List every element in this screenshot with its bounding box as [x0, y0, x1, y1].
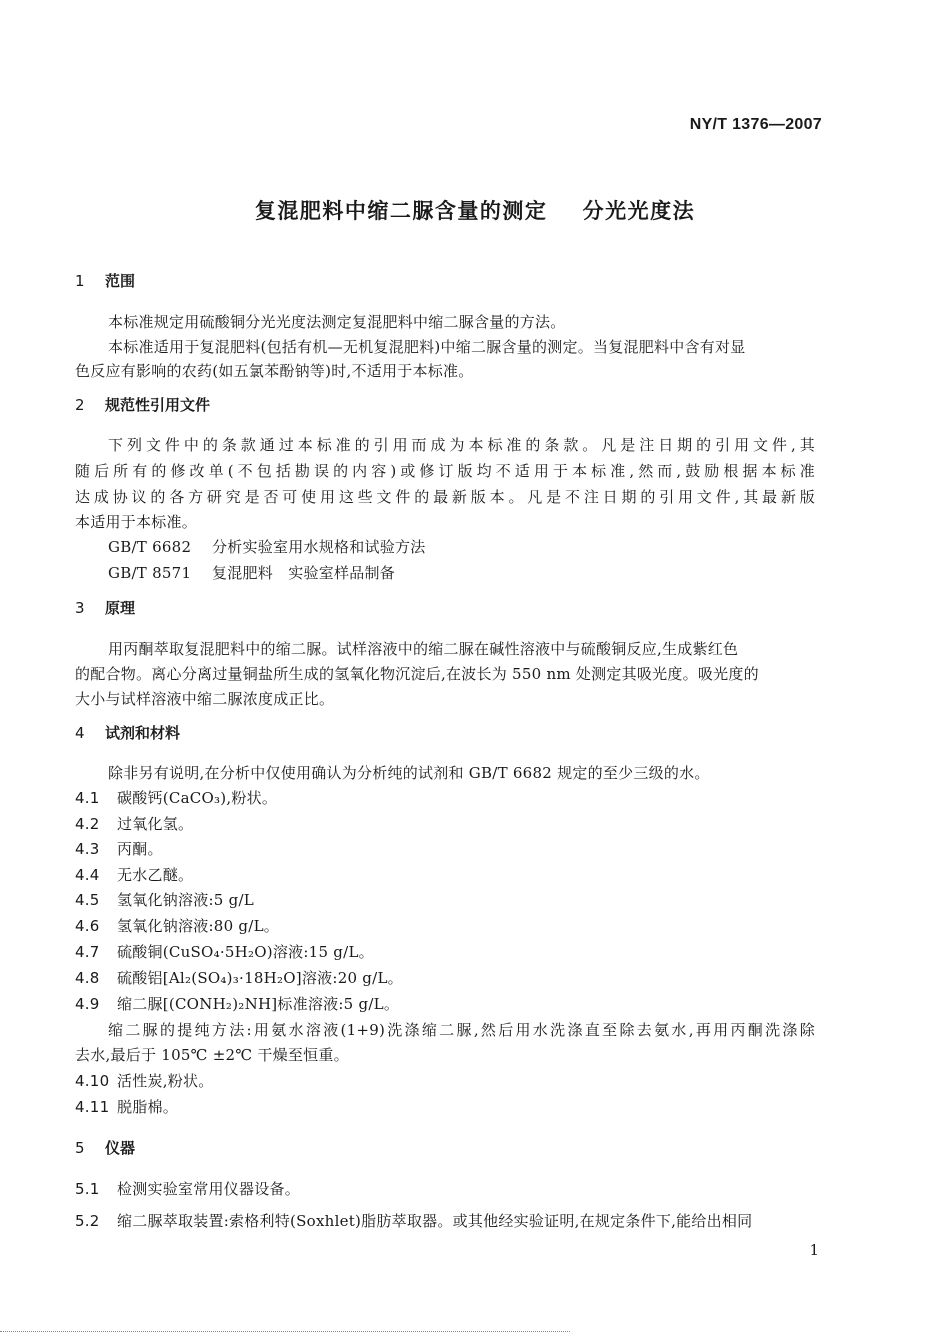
item-text: 脱脂棉。 — [117, 1098, 179, 1116]
standard-code: NY/T 1376—2007 — [689, 116, 822, 133]
document-title: 复混肥料中缩二脲含量的测定 分光光度法 — [254, 199, 696, 223]
section-2-number: 2 — [75, 396, 85, 414]
item-text: 缩二脲[(CONH₂)₂NH]标准溶液:5 g/L。 — [117, 995, 400, 1013]
section-3-line-1: 用丙酮萃取复混肥料中的缩二脲。试样溶液中的缩二脲在碱性溶液中与硫酸铜反应,生成紫红色 — [108, 640, 739, 658]
reagent-item — [75, 787, 277, 808]
reagent-item — [75, 813, 193, 834]
item-number: 4.6 — [75, 917, 100, 935]
section-5-number: 5 — [75, 1139, 85, 1157]
item-text: 无水乙醚。 — [117, 866, 194, 884]
purification-line-1: 缩二脲的提纯方法:用氨水溶液(1+9)洗涤缩二脲,然后用水洗涤直至除去氨水,再用丙酮洗涤除 — [108, 1021, 816, 1039]
section-1-heading — [75, 270, 135, 291]
section-2-heading — [75, 394, 210, 415]
section-2-line-4: 本适用于本标准。 — [75, 513, 198, 531]
section-5-heading — [75, 1137, 135, 1158]
section-1-paragraph-1: 本标准规定用硫酸铜分光光度法测定复混肥料中缩二脲含量的方法。 — [108, 313, 566, 331]
reagent-item — [75, 864, 193, 885]
item-number: 4.2 — [75, 815, 100, 833]
reagent-item — [75, 1070, 214, 1091]
section-5-title: 仪器 — [105, 1139, 136, 1157]
item-number: 4.3 — [75, 840, 100, 858]
section-2-line-1: 下列文件中的条款通过本标准的引用而成为本标准的条款。凡是注日期的引用文件,其 — [108, 436, 815, 454]
reagent-item — [75, 967, 403, 988]
item-text: 硫酸铜(CuSO₄·5H₂O)溶液:15 g/L。 — [117, 943, 374, 961]
reagent-item — [75, 838, 163, 859]
item-number: 5.1 — [75, 1180, 100, 1198]
reference-item — [108, 562, 395, 583]
section-3-line-2: 的配合物。离心分离过量铜盐所生成的氢氧化物沉淀后,在波长为 550 nm 处测定其吸光度。吸光度的 — [75, 665, 759, 683]
item-number: 4.4 — [75, 866, 100, 884]
item-number: 4.9 — [75, 995, 100, 1013]
item-text: 活性炭,粉状。 — [117, 1072, 214, 1090]
item-number: 4.10 — [75, 1072, 110, 1090]
item-number: 4.1 — [75, 789, 100, 807]
reference-item — [108, 536, 426, 557]
section-4-number: 4 — [75, 724, 85, 742]
reagent-item — [75, 1096, 178, 1117]
item-number: 4.7 — [75, 943, 100, 961]
item-text: 氢氧化钠溶液:80 g/L。 — [117, 917, 280, 935]
item-text: 缩二脲萃取装置:索格利特(Soxhlet)脂肪萃取器。或其他经实验证明,在规定条件下,能给出相同 — [117, 1212, 753, 1230]
section-1-paragraph-2-line-1: 本标准适用于复混肥料(包括有机—无机复混肥料)中缩二脲含量的测定。当复混肥料中含有对显 — [108, 338, 746, 356]
item-text: 过氧化氢。 — [117, 815, 194, 833]
section-3-title: 原理 — [105, 599, 136, 617]
reference-name: 复混肥料 实验室样品制备 — [212, 564, 396, 582]
section-3-line-3: 大小与试样溶液中缩二脲浓度成正比。 — [75, 690, 335, 708]
bottom-divider — [0, 1331, 570, 1332]
reference-code: GB/T 6682 — [108, 538, 192, 556]
reference-name: 分析实验室用水规格和试验方法 — [212, 538, 426, 556]
reagent-item — [75, 889, 254, 910]
section-1-paragraph-2-line-2: 色反应有影响的农药(如五氯苯酚钠等)时,不适用于本标准。 — [75, 362, 474, 380]
item-number: 4.8 — [75, 969, 100, 987]
section-1-title: 范围 — [105, 272, 136, 290]
reagent-item — [75, 941, 374, 962]
item-number: 4.5 — [75, 891, 100, 909]
section-4-heading — [75, 722, 180, 743]
section-2-title: 规范性引用文件 — [105, 396, 211, 414]
page-number: 1 — [809, 1241, 819, 1259]
item-number: 4.11 — [75, 1098, 110, 1116]
reference-code: GB/T 8571 — [108, 564, 192, 582]
section-1-number: 1 — [75, 272, 85, 290]
section-3-number: 3 — [75, 599, 85, 617]
reagent-item — [75, 915, 279, 936]
item-text: 硫酸铝[Al₂(SO₄)₃·18H₂O]溶液:20 g/L。 — [117, 969, 403, 987]
item-text: 检测实验室常用仪器设备。 — [117, 1180, 301, 1198]
item-text: 碳酸钙(CaCO₃),粉状。 — [117, 789, 278, 807]
reagent-item — [75, 993, 399, 1014]
item-number: 5.2 — [75, 1212, 100, 1230]
section-4-title: 试剂和材料 — [105, 724, 181, 742]
section-3-heading — [75, 597, 135, 618]
item-text: 氢氧化钠溶液:5 g/L — [117, 891, 254, 909]
purification-line-2: 去水,最后于 105℃ ±2℃ 干燥至恒重。 — [75, 1046, 349, 1064]
instrument-item — [75, 1178, 300, 1199]
section-2-line-3: 达成协议的各方研究是否可使用这些文件的最新版本。凡是不注日期的引用文件,其最新版 — [75, 488, 815, 506]
item-text: 丙酮。 — [117, 840, 163, 858]
section-4-intro: 除非另有说明,在分析中仅使用确认为分析纯的试剂和 GB/T 6682 规定的至少三级的水。 — [108, 764, 710, 782]
instrument-item — [75, 1210, 752, 1231]
section-2-line-2: 随后所有的修改单(不包括勘误的内容)或修订版均不适用于本标准,然而,鼓励根据本标准 — [75, 462, 815, 480]
